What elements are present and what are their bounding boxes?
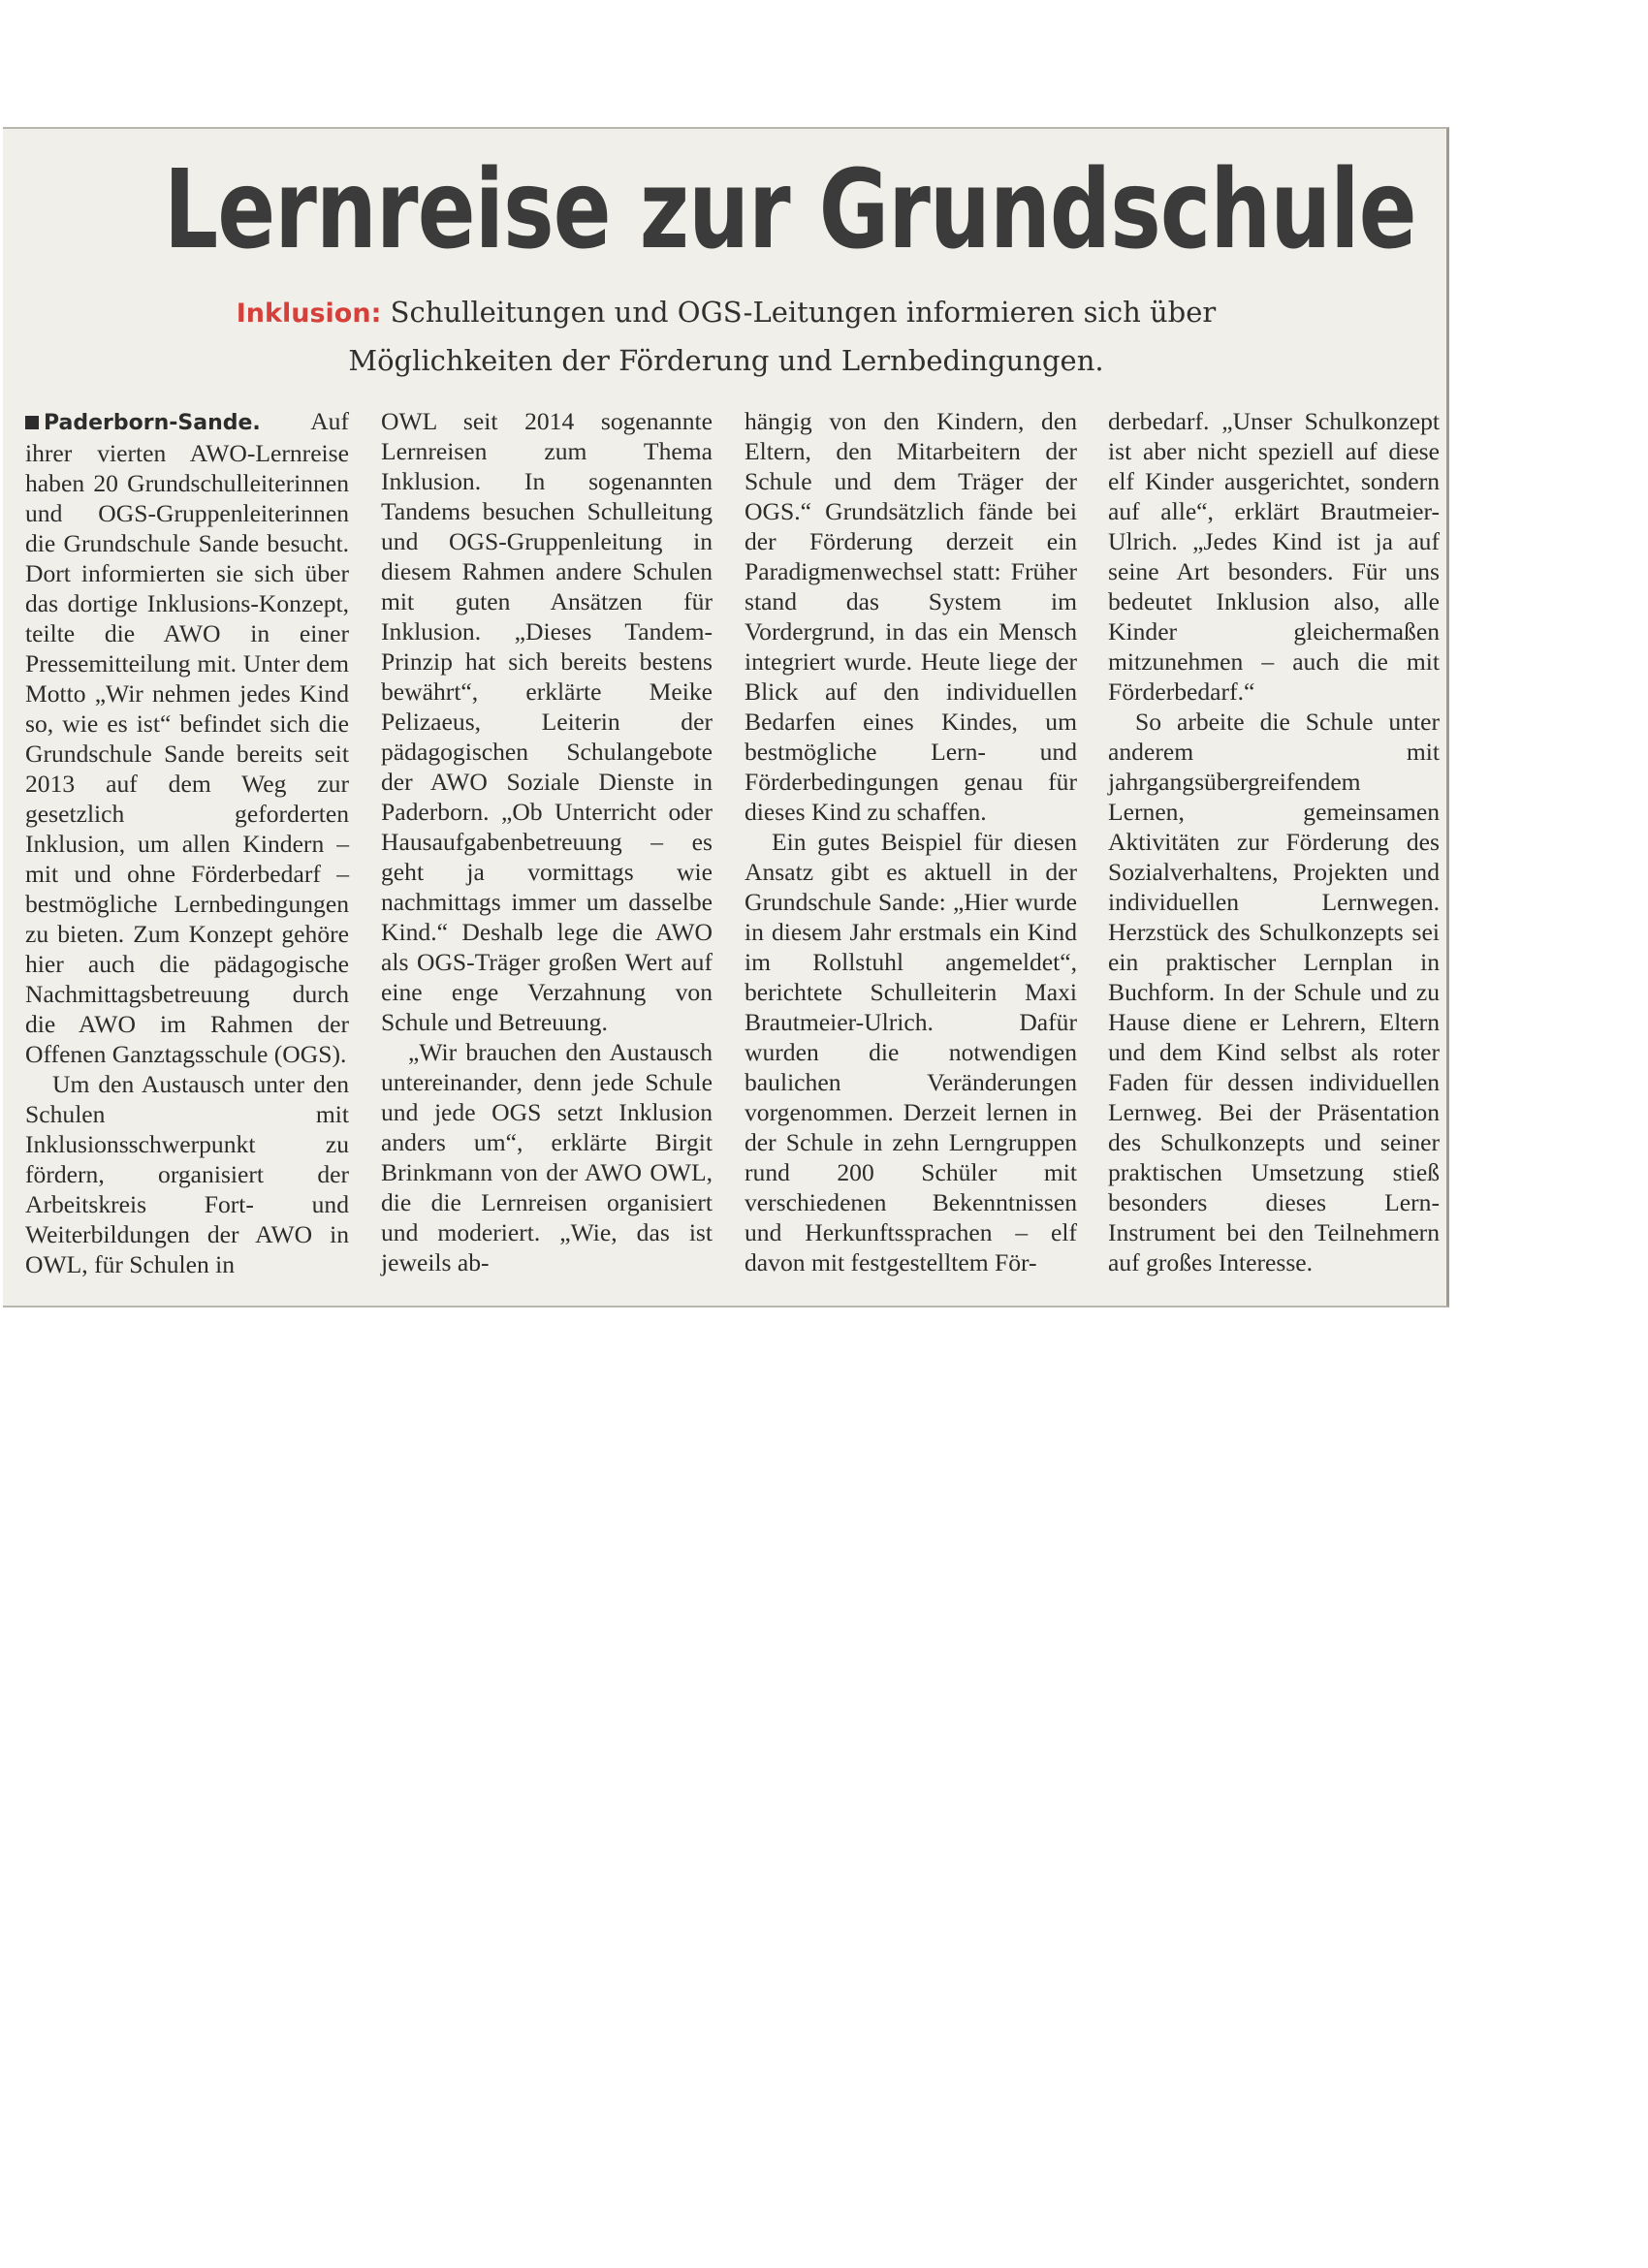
headline: Lernreise zur Grundschule <box>164 147 1416 273</box>
article-paragraph: OWL seit 2014 sogenannte Lernreisen zum Thema Inklusion. In sogenannten Tandems besuchen Schulleitung und OGS-Gruppenleitung in diesem Rahmen andere Schulen mit guten Ansätzen für Inklusion. „Dieses Tandem-Prinzip hat sich bereits bestens bewährt“, erklärte Meike Pelizaeus, Leiterin der pädagogischen Schulangebote der AWO Soziale Dienste in Paderborn. „Ob Unterricht oder Hausaufgabenbetreuung – es geht ja vormittags wie nachmittags immer um dasselbe Kind.“ Deshalb lege die AWO als OGS-Träger großen Wert auf eine enge Verzahnung von Schule und Betreuung. <box>381 407 713 1036</box>
article-paragraph: „Wir brauchen den Austausch untereinander, denn jede Schule und jede OGS setzt Inklusion anders um“, erklärte Birgit Brinkmann von der AWO OWL, die die Lernreisen organisiert und moderiert. „Wie, das ist jeweils ab- <box>381 1038 713 1276</box>
square-bullet-icon <box>25 416 39 429</box>
article-paragraph: derbedarf. „Unser Schulkonzept ist aber nicht speziell auf diese elf Kinder ausgerichtet, sondern auf alle“, erklärt Brautmeier-Ulrich. „Jedes Kind ist ja auf seine Art besonders. Für uns bedeutet Inklusion also, alle Kinder gleichermaßen mitzunehmen – auch die mit Förderbedarf.“ <box>1108 407 1440 706</box>
subheadline <box>3 289 1449 385</box>
article-paragraph: Um den Austausch unter den Schulen mit Inklusionsschwerpunkt zu fördern, organisiert der Arbeitskreis Fort- und Weiterbildungen der AWO in OWL, für Schulen in <box>25 1070 349 1278</box>
kicker: Inklusion: <box>236 299 382 329</box>
article-paragraph: hängig von den Kindern, den Eltern, den Mitarbeitern der Schule und dem Träger der OGS.“ Grundsätzlich fände bei der Förderung derzeit ein Paradigmenwechsel statt: Früher stand das System im Vordergrund, in das ein Mensch integriert wurde. Heute liege der Blick auf den individuellen Bedarfen eines Kindes, um bestmögliche Lern- und Förderbedingungen genau für dieses Kind zu schaffen. <box>745 407 1077 826</box>
article-column-1 <box>25 406 349 1279</box>
article-column-4 <box>1108 406 1440 1277</box>
article-paragraph <box>25 406 349 1069</box>
subheadline-line-2: Möglichkeiten der Förderung und Lernbedingungen. <box>348 344 1104 377</box>
article-column-2 <box>381 406 713 1277</box>
article-paragraph: So arbeite die Schule unter anderem mit jahrgangsübergreifendem Lernen, gemeinsamen Aktivitäten zur Förderung des Sozialverhaltens, Projekten und individuellen Lernwegen. Herzstück des Schulkonzepts sei ein praktischer Lernplan in Buchform. In der Schule und zu Hause diene er Lehrern, Eltern und dem Kind selbst als roter Faden für dessen individuellen Lernweg. Bei der Präsentation des Schulkonzepts und seiner praktischen Umsetzung stieß besonders dieses Lern-Instrument bei den Teilnehmern auf großes Interesse. <box>1108 708 1440 1276</box>
article-paragraph: Ein gutes Beispiel für diesen Ansatz gibt es aktuell in der Grundschule Sande: „Hier wurde in diesem Jahr erstmals ein Kind im Rollstuhl angemeldet“, berichtete Schulleiterin Maxi Brautmeier-Ulrich. Dafür wurden die notwendigen baulichen Veränderungen vorgenommen. Derzeit lernen in der Schule in zehn Lerngruppen rund 200 Schüler mit verschiedenen Bekenntnissen und Herkunftssprachen – elf davon mit festgestelltem För- <box>745 828 1077 1276</box>
paragraph-text: Auf ihrer vierten AWO-Lernreise haben 20 Grundschulleiterinnen und OGS-Gruppenleiterinnen die Grundschule Sande besucht. Dort informierten sie sich über das dortige Inklusions-Konzept, teilte die AWO in einer Pressemitteilung mit. Unter dem Motto „Wir nehmen jedes Kind so, wie es ist“ befindet sich die Grundschule Sande bereits seit 2013 auf dem Weg zur gesetzlich geforderten Inklusion, um allen Kindern – mit und ohne Förderbedarf – bestmögliche Lernbedingungen zu bieten. Zum Konzept gehöre hier auch die pädagogische Nachmittagsbetreuung durch die AWO im Rahmen der Offenen Ganztagsschule (OGS). <box>25 407 349 1068</box>
subheadline-text-1: Schulleitungen und OGS-Leitungen informieren sich über <box>390 296 1217 329</box>
article-column-3 <box>745 406 1077 1277</box>
subheadline-line-1 <box>3 289 1449 337</box>
dateline: Paderborn-Sande. <box>44 411 261 435</box>
newspaper-clipping <box>3 127 1449 1307</box>
